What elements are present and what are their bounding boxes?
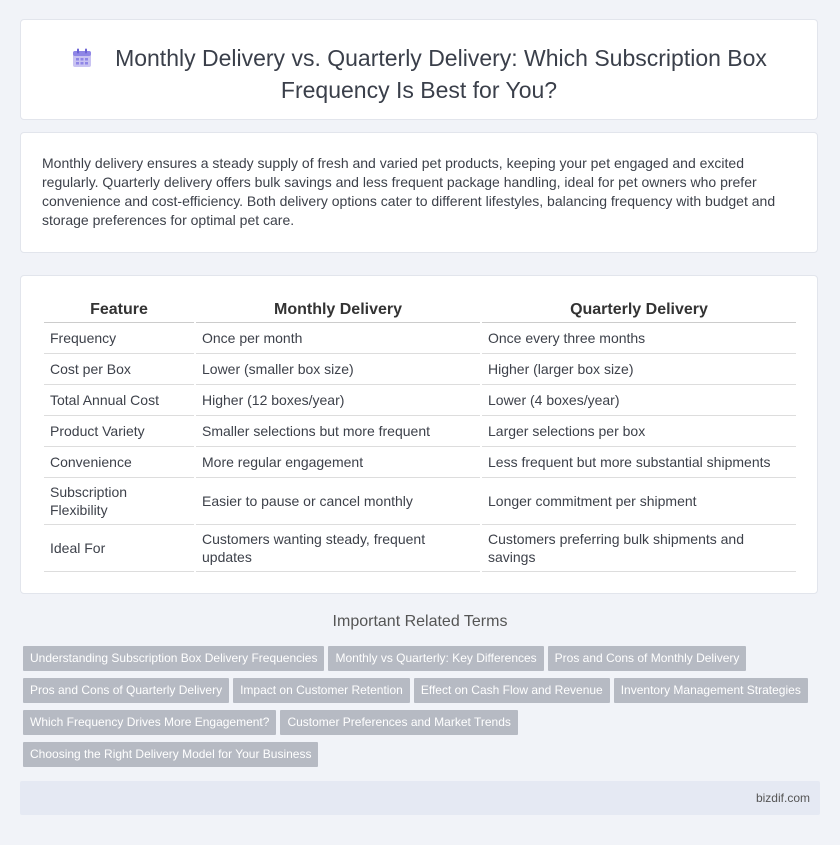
- related-term-tag[interactable]: Impact on Customer Retention: [233, 678, 410, 703]
- related-term-tag[interactable]: Understanding Subscription Box Delivery Frequencies: [23, 646, 324, 671]
- table-cell-quarterly: Larger selections per box: [482, 416, 796, 447]
- footer-site-link[interactable]: bizdif.com: [755, 791, 810, 805]
- table-cell-quarterly: Customers preferring bulk shipments and savings: [482, 525, 796, 572]
- table-cell-quarterly: Lower (4 boxes/year): [482, 385, 796, 416]
- table-cell-monthly: More regular engagement: [196, 447, 480, 478]
- table-cell-feature: Total Annual Cost: [44, 385, 194, 416]
- table-row: [44, 416, 796, 447]
- comparison-table: [42, 294, 798, 572]
- table-header-row: [44, 294, 796, 323]
- related-term-tag[interactable]: Monthly vs Quarterly: Key Differences: [328, 646, 543, 671]
- related-term-tag[interactable]: Which Frequency Drives More Engagement?: [23, 710, 276, 735]
- table-cell-quarterly: Longer commitment per shipment: [482, 478, 796, 525]
- table-row: [44, 323, 796, 354]
- table-cell-feature: Convenience: [44, 447, 194, 478]
- related-terms-title: Important Related Terms: [332, 613, 508, 630]
- table-cell-feature: Subscription Flexibility: [44, 478, 194, 525]
- table-row: [44, 354, 796, 385]
- related-term-tag[interactable]: Pros and Cons of Quarterly Delivery: [23, 678, 229, 703]
- table-row: [44, 447, 796, 478]
- table-row: [44, 385, 796, 416]
- page-title: [61, 44, 777, 105]
- related-term-tag[interactable]: Pros and Cons of Monthly Delivery: [548, 646, 747, 671]
- related-term-tag[interactable]: Customer Preferences and Market Trends: [280, 710, 517, 735]
- table-cell-feature: Product Variety: [44, 416, 194, 447]
- column-header-monthly: Monthly Delivery: [196, 294, 480, 323]
- table-cell-monthly: Easier to pause or cancel monthly: [196, 478, 480, 525]
- table-row: [44, 525, 796, 572]
- table-cell-feature: Ideal For: [44, 525, 194, 572]
- related-term-tag[interactable]: Effect on Cash Flow and Revenue: [414, 678, 610, 703]
- table-cell-monthly: Higher (12 boxes/year): [196, 385, 480, 416]
- related-term-tag[interactable]: Inventory Management Strategies: [614, 678, 808, 703]
- table-cell-feature: Frequency: [44, 323, 194, 354]
- table-cell-monthly: Smaller selections but more frequent: [196, 416, 480, 447]
- calendar-icon: [71, 47, 93, 76]
- comparison-table-card: [20, 275, 818, 594]
- table-cell-quarterly: Higher (larger box size): [482, 354, 796, 385]
- table-row: [44, 478, 796, 525]
- related-terms-list: [23, 646, 823, 774]
- related-term-tag[interactable]: Choosing the Right Delivery Model for Your Business: [23, 742, 318, 767]
- header-card: [20, 19, 818, 120]
- intro-text: Monthly delivery ensures a steady supply of fresh and varied pet products, keeping your pet engaged and excited regularly. Quarterly delivery offers bulk savings and less frequent package handling, ideal for pet owners who prefer convenience and cost-efficiency. Both delivery options cater to different lifestyles, balancing frequency with budget and storage preferences for optimal pet care.: [42, 155, 776, 228]
- column-header-feature: Feature: [44, 294, 194, 323]
- table-cell-monthly: Lower (smaller box size): [196, 354, 480, 385]
- intro-card: [20, 132, 818, 253]
- table-cell-monthly: Customers wanting steady, frequent updates: [196, 525, 480, 572]
- table-cell-monthly: Once per month: [196, 323, 480, 354]
- table-cell-quarterly: Once every three months: [482, 323, 796, 354]
- column-header-quarterly: Quarterly Delivery: [482, 294, 796, 323]
- table-cell-quarterly: Less frequent but more substantial shipments: [482, 447, 796, 478]
- table-cell-feature: Cost per Box: [44, 354, 194, 385]
- title-row: [61, 44, 777, 105]
- footer: [20, 781, 820, 815]
- page-title-text: Monthly Delivery vs. Quarterly Delivery: Which Subscription Box Frequency Is Best for You?: [115, 45, 767, 103]
